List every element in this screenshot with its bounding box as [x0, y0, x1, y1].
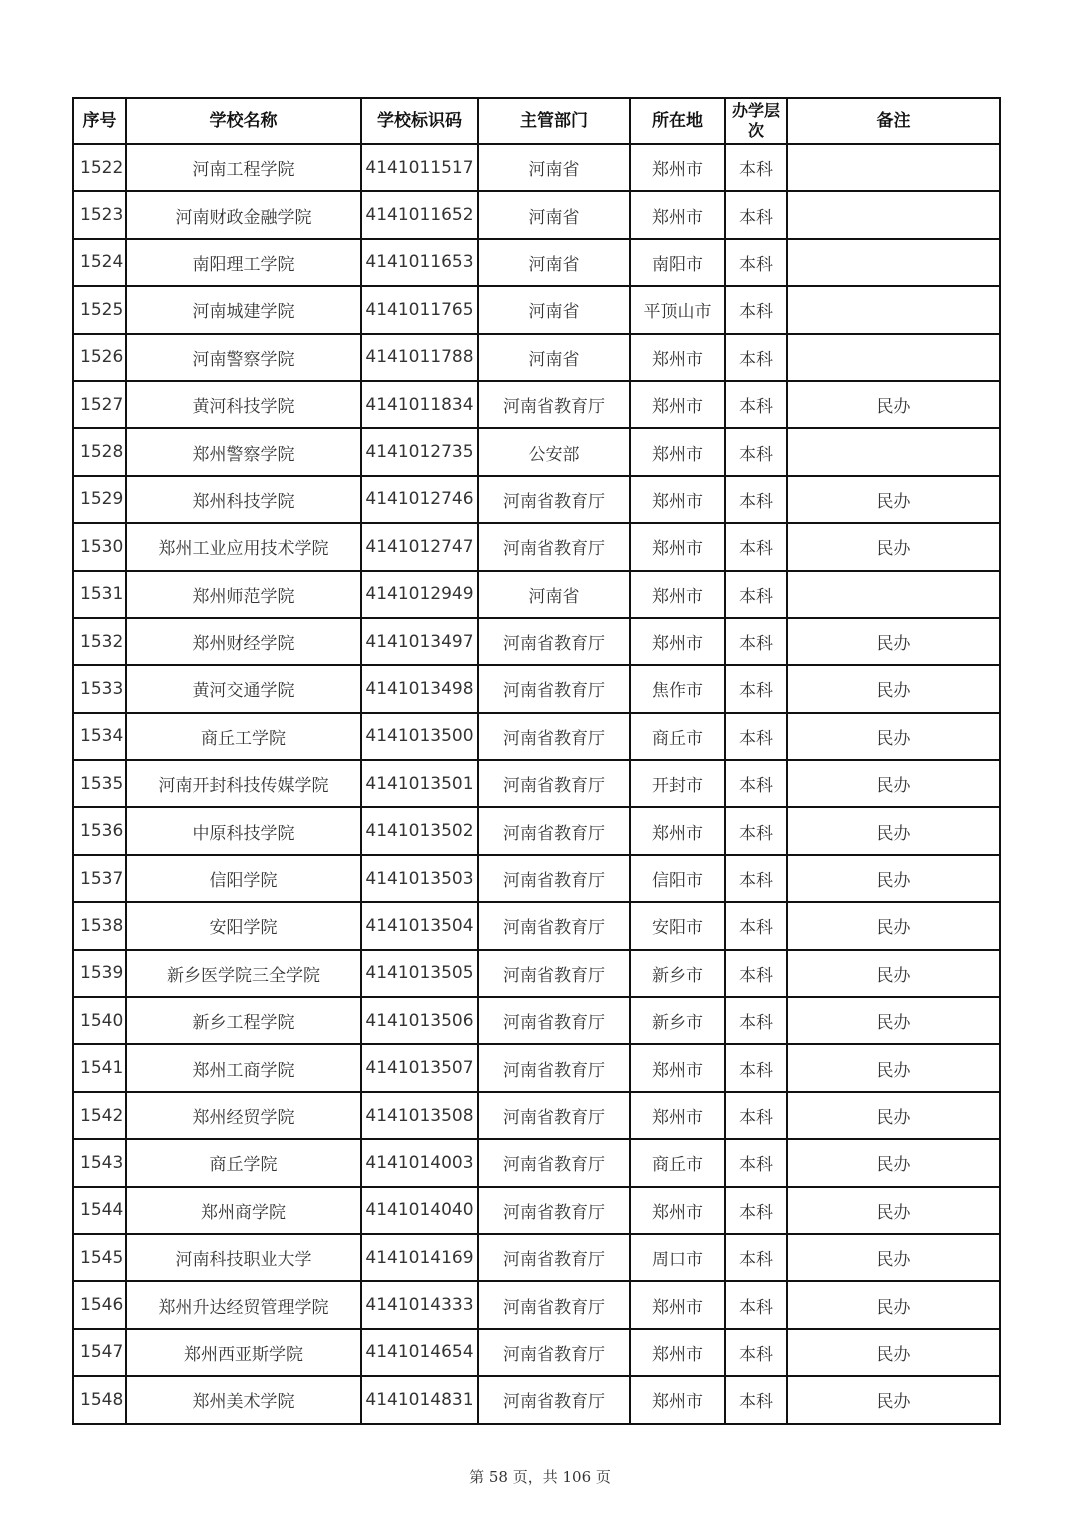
- cell-remarks: 民办: [787, 713, 1000, 760]
- cell-remarks: [787, 191, 1000, 238]
- cell-school-name: 郑州财经学院: [126, 618, 361, 665]
- cell-seq: 1527: [73, 381, 126, 428]
- cell-location: 郑州市: [630, 1187, 725, 1234]
- cell-school-name: 新乡工程学院: [126, 997, 361, 1044]
- cell-location: 郑州市: [630, 807, 725, 854]
- table-body: [73, 144, 1000, 1424]
- table-row: [73, 665, 1000, 712]
- cell-level: 本科: [725, 807, 787, 854]
- cell-authority: 河南省教育厅: [478, 1044, 630, 1091]
- cell-authority: 河南省教育厅: [478, 476, 630, 523]
- cell-authority: 河南省教育厅: [478, 997, 630, 1044]
- cell-school-name: 郑州升达经贸管理学院: [126, 1281, 361, 1328]
- cell-remarks: 民办: [787, 902, 1000, 949]
- cell-level: 本科: [725, 523, 787, 570]
- cell-level: 本科: [725, 1234, 787, 1281]
- school-list-table: [72, 97, 1001, 1425]
- cell-school-name: 郑州经贸学院: [126, 1092, 361, 1139]
- cell-level: 本科: [725, 476, 787, 523]
- cell-authority: 河南省教育厅: [478, 950, 630, 997]
- cell-school-code: 4141011834: [361, 381, 478, 428]
- cell-school-code: 4141011517: [361, 144, 478, 191]
- cell-level: 本科: [725, 1092, 787, 1139]
- page-footer: 第 58 页，共 106 页: [469, 1468, 611, 1486]
- cell-level: 本科: [725, 144, 787, 191]
- table-row: [73, 523, 1000, 570]
- cell-remarks: 民办: [787, 950, 1000, 997]
- cell-school-name: 郑州商学院: [126, 1187, 361, 1234]
- cell-school-name: 安阳学院: [126, 902, 361, 949]
- cell-location: 平顶山市: [630, 286, 725, 333]
- table-row: [73, 1139, 1000, 1186]
- cell-school-name: 郑州西亚斯学院: [126, 1329, 361, 1376]
- cell-seq: 1536: [73, 807, 126, 854]
- cell-level: 本科: [725, 950, 787, 997]
- cell-seq: 1546: [73, 1281, 126, 1328]
- table-row: [73, 239, 1000, 286]
- cell-seq: 1540: [73, 997, 126, 1044]
- cell-school-code: 4141013500: [361, 713, 478, 760]
- cell-seq: 1548: [73, 1376, 126, 1423]
- cell-location: 郑州市: [630, 191, 725, 238]
- table-row: [73, 1234, 1000, 1281]
- cell-seq: 1543: [73, 1139, 126, 1186]
- cell-seq: 1547: [73, 1329, 126, 1376]
- cell-location: 周口市: [630, 1234, 725, 1281]
- cell-remarks: 民办: [787, 523, 1000, 570]
- cell-authority: 河南省教育厅: [478, 381, 630, 428]
- cell-authority: 河南省教育厅: [478, 760, 630, 807]
- table-row: [73, 855, 1000, 902]
- cell-level: 本科: [725, 713, 787, 760]
- cell-seq: 1538: [73, 902, 126, 949]
- cell-remarks: 民办: [787, 1187, 1000, 1234]
- cell-authority: 河南省教育厅: [478, 855, 630, 902]
- table-row: [73, 950, 1000, 997]
- cell-school-name: 郑州美术学院: [126, 1376, 361, 1423]
- cell-level: 本科: [725, 902, 787, 949]
- table-row: [73, 807, 1000, 854]
- cell-remarks: 民办: [787, 760, 1000, 807]
- cell-authority: 河南省: [478, 144, 630, 191]
- cell-location: 郑州市: [630, 476, 725, 523]
- cell-school-name: 郑州科技学院: [126, 476, 361, 523]
- cell-school-name: 南阳理工学院: [126, 239, 361, 286]
- cell-location: 信阳市: [630, 855, 725, 902]
- cell-location: 郑州市: [630, 1376, 725, 1423]
- cell-authority: 河南省教育厅: [478, 902, 630, 949]
- table-row: [73, 1187, 1000, 1234]
- cell-authority: 河南省教育厅: [478, 1234, 630, 1281]
- cell-location: 安阳市: [630, 902, 725, 949]
- cell-school-code: 4141014333: [361, 1281, 478, 1328]
- cell-level: 本科: [725, 1376, 787, 1423]
- cell-location: 新乡市: [630, 950, 725, 997]
- header-school-code: 学校标识码: [361, 98, 478, 144]
- cell-remarks: 民办: [787, 855, 1000, 902]
- cell-school-name: 河南开封科技传媒学院: [126, 760, 361, 807]
- cell-seq: 1531: [73, 571, 126, 618]
- cell-remarks: [787, 239, 1000, 286]
- cell-seq: 1542: [73, 1092, 126, 1139]
- cell-authority: 河南省教育厅: [478, 807, 630, 854]
- cell-school-code: 4141012747: [361, 523, 478, 570]
- cell-school-name: 郑州警察学院: [126, 428, 361, 475]
- cell-school-name: 黄河科技学院: [126, 381, 361, 428]
- cell-remarks: 民办: [787, 1234, 1000, 1281]
- table-row: [73, 713, 1000, 760]
- cell-location: 郑州市: [630, 523, 725, 570]
- table-row: [73, 760, 1000, 807]
- cell-level: 本科: [725, 1329, 787, 1376]
- cell-seq: 1532: [73, 618, 126, 665]
- cell-location: 郑州市: [630, 571, 725, 618]
- cell-location: 新乡市: [630, 997, 725, 1044]
- cell-school-name: 河南警察学院: [126, 334, 361, 381]
- cell-school-code: 4141013497: [361, 618, 478, 665]
- cell-seq: 1524: [73, 239, 126, 286]
- cell-remarks: 民办: [787, 618, 1000, 665]
- header-location: 所在地: [630, 98, 725, 144]
- cell-school-name: 商丘学院: [126, 1139, 361, 1186]
- cell-seq: 1537: [73, 855, 126, 902]
- cell-seq: 1529: [73, 476, 126, 523]
- cell-school-name: 郑州工商学院: [126, 1044, 361, 1091]
- cell-location: 郑州市: [630, 1281, 725, 1328]
- cell-seq: 1544: [73, 1187, 126, 1234]
- cell-location: 郑州市: [630, 1329, 725, 1376]
- table-row: [73, 334, 1000, 381]
- cell-seq: 1525: [73, 286, 126, 333]
- table-row: [73, 1376, 1000, 1423]
- cell-remarks: 民办: [787, 381, 1000, 428]
- cell-authority: 河南省教育厅: [478, 1329, 630, 1376]
- cell-school-name: 河南城建学院: [126, 286, 361, 333]
- table-row: [73, 191, 1000, 238]
- cell-seq: 1539: [73, 950, 126, 997]
- cell-authority: 河南省: [478, 334, 630, 381]
- header-seq: 序号: [73, 98, 126, 144]
- cell-school-code: 4141013508: [361, 1092, 478, 1139]
- cell-remarks: 民办: [787, 807, 1000, 854]
- cell-remarks: [787, 428, 1000, 475]
- cell-school-name: 河南工程学院: [126, 144, 361, 191]
- cell-school-code: 4141013503: [361, 855, 478, 902]
- table-row: [73, 1281, 1000, 1328]
- cell-remarks: [787, 334, 1000, 381]
- cell-authority: 河南省教育厅: [478, 1139, 630, 1186]
- table-row: [73, 618, 1000, 665]
- cell-remarks: [787, 286, 1000, 333]
- cell-school-name: 信阳学院: [126, 855, 361, 902]
- cell-seq: 1541: [73, 1044, 126, 1091]
- cell-level: 本科: [725, 191, 787, 238]
- cell-school-code: 4141011653: [361, 239, 478, 286]
- cell-level: 本科: [725, 1187, 787, 1234]
- table-row: [73, 144, 1000, 191]
- cell-authority: 河南省教育厅: [478, 1281, 630, 1328]
- cell-school-code: 4141013504: [361, 902, 478, 949]
- cell-school-code: 4141013501: [361, 760, 478, 807]
- cell-remarks: 民办: [787, 1376, 1000, 1423]
- cell-school-code: 4141013502: [361, 807, 478, 854]
- cell-school-name: 新乡医学院三全学院: [126, 950, 361, 997]
- table-header-row: [73, 98, 1000, 144]
- cell-location: 商丘市: [630, 1139, 725, 1186]
- cell-school-code: 4141014003: [361, 1139, 478, 1186]
- table-row: [73, 1329, 1000, 1376]
- cell-seq: 1522: [73, 144, 126, 191]
- cell-level: 本科: [725, 760, 787, 807]
- cell-school-name: 商丘工学院: [126, 713, 361, 760]
- cell-school-name: 郑州师范学院: [126, 571, 361, 618]
- cell-authority: 河南省教育厅: [478, 1376, 630, 1423]
- cell-authority: 河南省教育厅: [478, 1187, 630, 1234]
- cell-authority: 河南省: [478, 286, 630, 333]
- cell-level: 本科: [725, 239, 787, 286]
- cell-school-code: 4141014831: [361, 1376, 478, 1423]
- cell-seq: 1526: [73, 334, 126, 381]
- cell-level: 本科: [725, 286, 787, 333]
- cell-school-code: 4141014654: [361, 1329, 478, 1376]
- cell-remarks: [787, 571, 1000, 618]
- cell-level: 本科: [725, 618, 787, 665]
- cell-level: 本科: [725, 1139, 787, 1186]
- cell-seq: 1533: [73, 665, 126, 712]
- cell-remarks: [787, 144, 1000, 191]
- table-row: [73, 286, 1000, 333]
- cell-level: 本科: [725, 571, 787, 618]
- cell-level: 本科: [725, 665, 787, 712]
- cell-remarks: 民办: [787, 997, 1000, 1044]
- cell-remarks: 民办: [787, 1139, 1000, 1186]
- table-row: [73, 571, 1000, 618]
- cell-school-code: 4141014040: [361, 1187, 478, 1234]
- cell-seq: 1534: [73, 713, 126, 760]
- cell-school-code: 4141011788: [361, 334, 478, 381]
- cell-authority: 河南省教育厅: [478, 713, 630, 760]
- cell-location: 开封市: [630, 760, 725, 807]
- cell-level: 本科: [725, 381, 787, 428]
- cell-authority: 河南省教育厅: [478, 618, 630, 665]
- cell-school-name: 河南科技职业大学: [126, 1234, 361, 1281]
- cell-location: 焦作市: [630, 665, 725, 712]
- cell-authority: 河南省: [478, 239, 630, 286]
- cell-seq: 1528: [73, 428, 126, 475]
- cell-authority: 河南省: [478, 571, 630, 618]
- table-row: [73, 1092, 1000, 1139]
- cell-location: 商丘市: [630, 713, 725, 760]
- cell-level: 本科: [725, 428, 787, 475]
- cell-level: 本科: [725, 1044, 787, 1091]
- cell-location: 南阳市: [630, 239, 725, 286]
- cell-remarks: 民办: [787, 476, 1000, 523]
- header-remarks: 备注: [787, 98, 1000, 144]
- cell-school-code: 4141013505: [361, 950, 478, 997]
- header-level: 办学层次: [725, 98, 787, 144]
- header-school-name: 学校名称: [126, 98, 361, 144]
- cell-location: 郑州市: [630, 1044, 725, 1091]
- cell-authority: 河南省: [478, 191, 630, 238]
- cell-seq: 1530: [73, 523, 126, 570]
- cell-remarks: 民办: [787, 665, 1000, 712]
- table-row: [73, 381, 1000, 428]
- cell-remarks: 民办: [787, 1092, 1000, 1139]
- cell-school-code: 4141013498: [361, 665, 478, 712]
- cell-location: 郑州市: [630, 618, 725, 665]
- cell-location: 郑州市: [630, 428, 725, 475]
- cell-authority: 公安部: [478, 428, 630, 475]
- cell-location: 郑州市: [630, 381, 725, 428]
- cell-level: 本科: [725, 334, 787, 381]
- cell-school-code: 4141011765: [361, 286, 478, 333]
- cell-authority: 河南省教育厅: [478, 523, 630, 570]
- cell-school-code: 4141012949: [361, 571, 478, 618]
- table-row: [73, 902, 1000, 949]
- cell-school-code: 4141012735: [361, 428, 478, 475]
- table-row: [73, 476, 1000, 523]
- cell-remarks: 民办: [787, 1329, 1000, 1376]
- cell-authority: 河南省教育厅: [478, 665, 630, 712]
- cell-school-name: 河南财政金融学院: [126, 191, 361, 238]
- cell-seq: 1523: [73, 191, 126, 238]
- cell-school-code: 4141011652: [361, 191, 478, 238]
- cell-school-code: 4141013506: [361, 997, 478, 1044]
- cell-school-name: 郑州工业应用技术学院: [126, 523, 361, 570]
- table-row: [73, 1044, 1000, 1091]
- cell-level: 本科: [725, 997, 787, 1044]
- cell-seq: 1535: [73, 760, 126, 807]
- header-authority: 主管部门: [478, 98, 630, 144]
- cell-location: 郑州市: [630, 1092, 725, 1139]
- cell-school-code: 4141014169: [361, 1234, 478, 1281]
- cell-school-name: 中原科技学院: [126, 807, 361, 854]
- cell-school-name: 黄河交通学院: [126, 665, 361, 712]
- cell-authority: 河南省教育厅: [478, 1092, 630, 1139]
- table-row: [73, 997, 1000, 1044]
- cell-seq: 1545: [73, 1234, 126, 1281]
- cell-level: 本科: [725, 1281, 787, 1328]
- cell-school-code: 4141012746: [361, 476, 478, 523]
- cell-location: 郑州市: [630, 334, 725, 381]
- cell-location: 郑州市: [630, 144, 725, 191]
- cell-level: 本科: [725, 855, 787, 902]
- cell-remarks: 民办: [787, 1281, 1000, 1328]
- cell-school-code: 4141013507: [361, 1044, 478, 1091]
- table-row: [73, 428, 1000, 475]
- cell-remarks: 民办: [787, 1044, 1000, 1091]
